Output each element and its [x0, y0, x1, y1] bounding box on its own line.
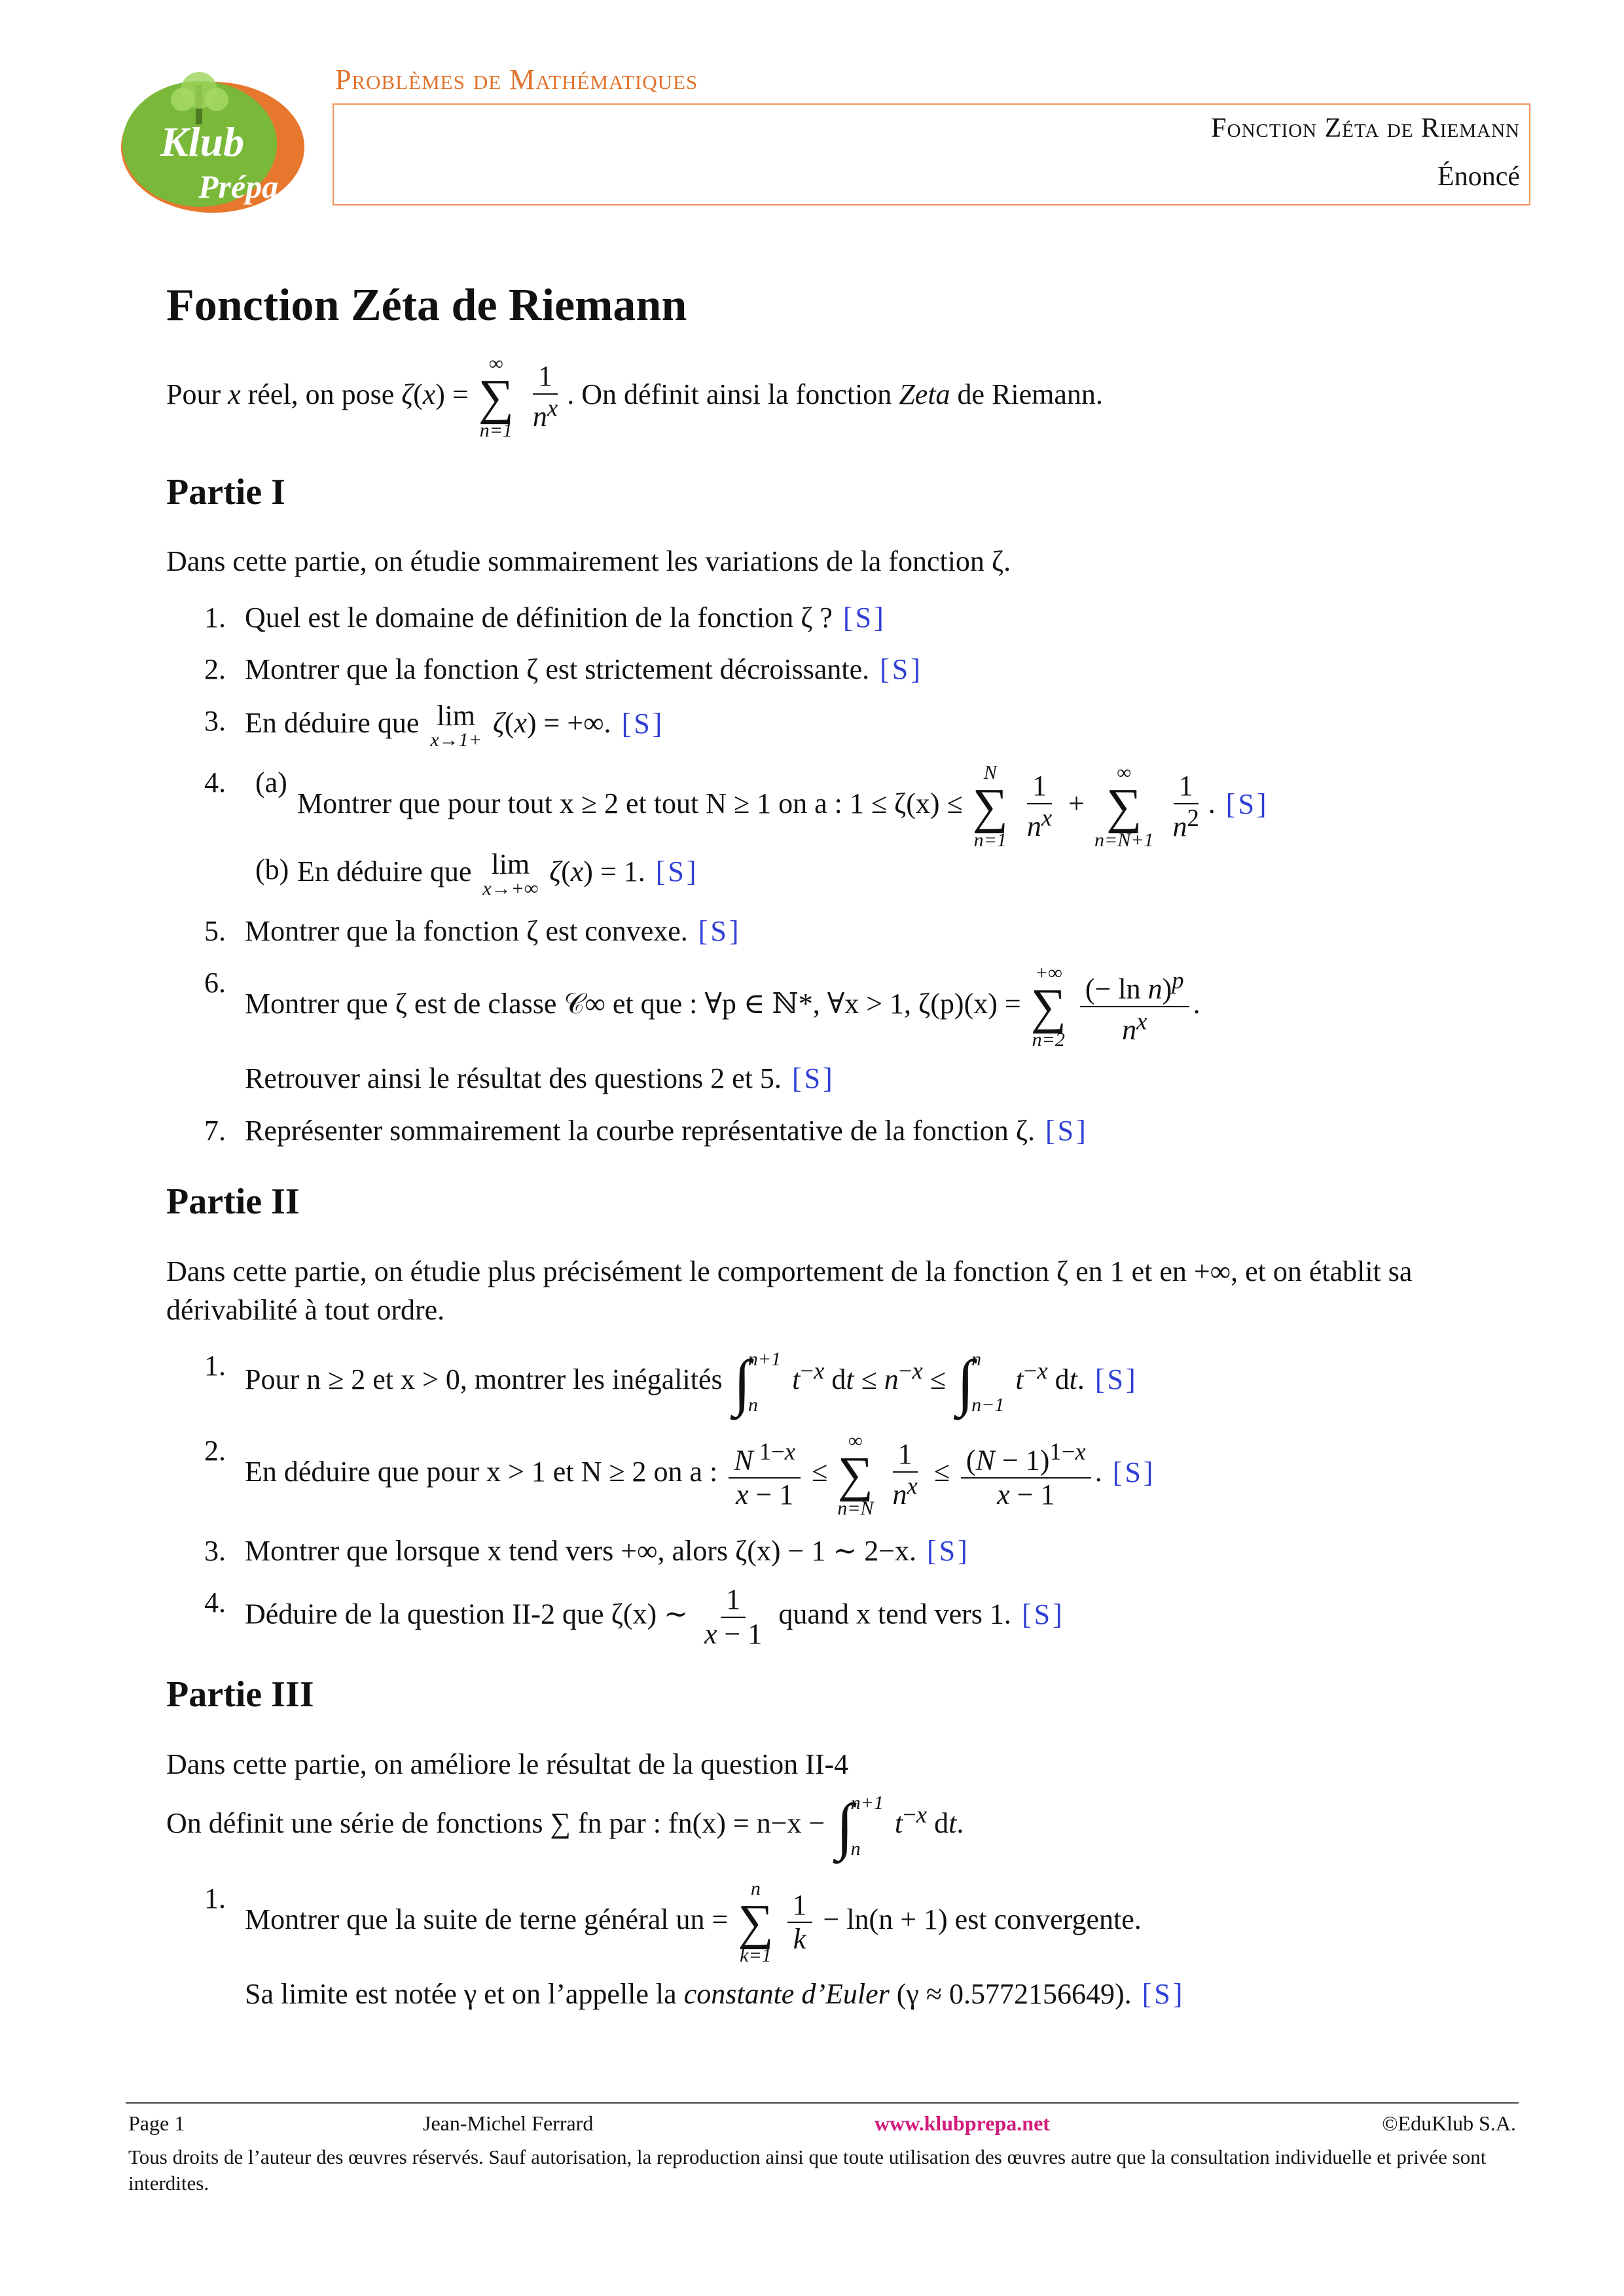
part-2-intro: Dans cette partie, on étudie plus précisément le comportement de la fonction ζ en 1 et en +∞, et on établit sa dérivabilité à tout ordre.: [166, 1255, 1413, 1326]
solution-link[interactable]: [S]: [927, 1534, 970, 1567]
solution-link[interactable]: [S]: [1225, 787, 1269, 820]
footer-website-link[interactable]: www.klubprepa.net: [875, 2111, 1050, 2135]
solution-link[interactable]: [S]: [1112, 1456, 1156, 1488]
part-1-question-3: 3. En déduire que lim x→1+ ζ(x) = +∞. [S]: [204, 700, 665, 751]
part-1-question-1: 1. Quel est le domaine de définition de la fonction ζ ? [S]: [166, 598, 1502, 637]
part-3-intro: Dans cette partie, on améliore le résultat de la question II-4: [166, 1748, 849, 1780]
solution-link[interactable]: [S]: [880, 653, 923, 686]
footer-author: Jean-Michel Ferrard: [423, 2111, 594, 2135]
header-document-type: Énoncé: [1437, 162, 1520, 192]
footer: [128, 2111, 1516, 2140]
solution-link[interactable]: [S]: [621, 707, 665, 740]
header-document-title: Fonction Zéta de Riemann: [1211, 113, 1520, 143]
part-3-title: Partie III: [166, 1674, 314, 1715]
solution-link[interactable]: [S]: [698, 914, 742, 947]
solution-link[interactable]: [S]: [1021, 1598, 1065, 1630]
solution-link[interactable]: [S]: [1142, 1978, 1185, 2011]
footer-copyright: ©EduKlub S.A.: [1382, 2111, 1516, 2135]
part-1-question-7: 7. Représenter sommairement la courbe représentative de la fonction ζ. [S]: [166, 1111, 1502, 1150]
part-3-question-1: 1. Montrer que la suite de terne général un = n ∑ k=1 $\frac{1}{k}$ − ln(n + 1) est convergente. Sa limite est notée γ et on l’appelle la constante d’Euler (γ ≈ 0.5772156649). [S]: [166, 1879, 1502, 2014]
solution-link[interactable]: [S]: [655, 855, 699, 888]
footer-rights-notice: Tous droits de l’auteur des œuvres réservés. Sauf autorisation, la reproduction ainsi que toute utilisation des œuvres autre que la consultation individuelle et privée sont interdites.: [128, 2145, 1487, 2195]
page-title: Fonction Zéta de Riemann: [166, 280, 687, 331]
part-2-question-3: 3. Montrer que lorsque x tend vers +∞, alors ζ(x) − 1 ∼ 2−x. [S]: [166, 1532, 1502, 1570]
sum-symbol: ∞ ∑ n=1: [478, 352, 514, 441]
series-title: Problèmes de Mathématiques: [335, 63, 698, 96]
intro-paragraph: Pour x réel, on pose ζ(x) = ∞ ∑ n=1 $\frac{1}{n^x}$ . On définit ainsi la fonction Zeta de Riemann.: [166, 352, 1103, 441]
part-1-question-4a: (a) Montrer que pour tout x ≥ 2 et tout N ≥ 1 on a : 1 ≤ ζ(x) ≤ N ∑ n=1 $\frac{1}{n^x}$ + ∞ ∑ n=N+1 $\frac{1}{n^2}$ . [S]: [255, 762, 1269, 851]
part-1-question-2: 2. Montrer que la fonction ζ est strictement décroissante. [S]: [166, 650, 1502, 689]
solution-link[interactable]: [S]: [1045, 1114, 1089, 1147]
part-1-question-6: 6. Montrer que ζ est de classe 𝒞∞ et que : ∀p ∈ ℕ*, ∀x > 1, ζ(p)(x) = +∞ ∑ n=2 $\frac{(- \ln n)^p}{n^x}$ . Retrouver ainsi le résultat des questions 2 et 5. [S]: [166, 963, 1502, 1098]
part-2-question-2: 2. En déduire que pour x > 1 et N ≥ 2 on a : $\frac{N ^{1-x}}{x - 1}$ ≤ ∞ ∑ n=N $\frac{1}{n^x}$ ≤ $\frac{(N - 1)^{1-x}}{x - 1}$ . [S]: [204, 1430, 1156, 1519]
klubprepa-logo: [115, 59, 317, 216]
part-1-intro: Dans cette partie, on étudie sommairement les variations de la fonction ζ.: [166, 545, 1011, 578]
part-2-title: Partie II: [166, 1181, 300, 1222]
page-number: Page 1: [128, 2111, 185, 2135]
part-1-question-4: 4. (a) Montrer que pour tout x ≥ 2 et tout N ≥ 1 on a : 1 ≤ ζ(x) ≤ N ∑ n=1 $\frac{1}{n^x}$ + ∞ ∑ n=N+1 $\frac{1}{n^2}$ . [S] (b) En déduire que lim x→+∞ ζ(x) = 1. [S]: [166, 763, 1502, 898]
header-box: [333, 103, 1530, 206]
solution-link[interactable]: [S]: [842, 601, 886, 634]
footer-divider: [126, 2102, 1519, 2104]
part-1-question-4b: (b) En déduire que lim x→+∞ ζ(x) = 1. [S]: [255, 848, 699, 899]
solution-link[interactable]: [S]: [791, 1062, 835, 1095]
part-2-question-1: 1. Pour n ≥ 2 et x > 0, montrer les inégalités ∫ n+1 n $t^{-x}$ dt ≤ $n^{-x}$ ≤ ∫ n n−1 $t^{-x}$ dt. [S]: [204, 1347, 1138, 1418]
logo-text-klub: Klub: [160, 118, 245, 165]
part-3-definition: On définit une série de fonctions ∑ fn par : fn(x) = n−x − ∫ n+1 n $t^{-x}$ dt.: [166, 1791, 964, 1861]
part-1-title: Partie I: [166, 471, 285, 512]
solution-link[interactable]: [S]: [1094, 1363, 1138, 1396]
main-content: [166, 275, 1502, 2027]
part-1-question-5: 5. Montrer que la fonction ζ est convexe. [S]: [166, 912, 1502, 950]
logo-text-prepa: Prépa: [198, 168, 279, 205]
part-2-question-4: 4. Déduire de la question II-2 que ζ(x) ∼ $\frac{1}{x - 1}$ quand x tend vers 1. [S]: [204, 1583, 1065, 1650]
